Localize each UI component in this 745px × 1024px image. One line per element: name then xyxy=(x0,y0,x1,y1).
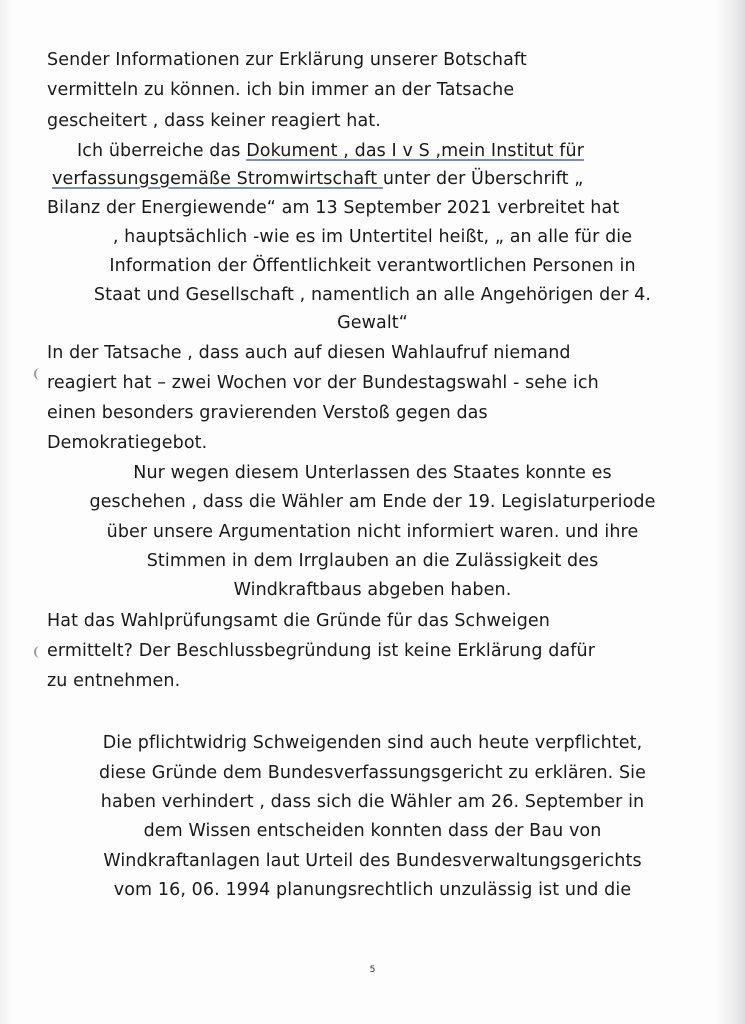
text-line: , hauptsächlich -wie es im Untertitel heißt, „ an alle für die xyxy=(112,227,633,247)
page-number: 5 xyxy=(369,965,376,975)
text-line: gescheitert , dass keiner reagiert hat. xyxy=(47,111,381,131)
text-line: Stimmen in dem Irrglauben an die Zulässigkeit des xyxy=(146,551,599,571)
text-line: geschehen , dass die Wähler am Ende der 19. Legislaturperiode xyxy=(89,492,656,512)
text-line: Bilanz der Energiewende“ am 13 September 2021 verbreitet hat xyxy=(47,198,620,218)
text-line: vom 16, 06. 1994 planungsrechtlich unzulässig ist und die xyxy=(113,880,632,900)
text-line: Sender Informationen zur Erklärung unserer Botschaft xyxy=(47,50,527,70)
text-line: vermitteln zu können. ich bin immer an der Tatsache xyxy=(47,80,515,100)
text-segment: Ich überreiche das xyxy=(77,141,247,161)
text-segment: unter der Überschrift „ xyxy=(382,169,584,189)
text-line: über unsere Argumentation nicht informiert waren. und ihre xyxy=(106,522,639,542)
text-line: zu entnehmen. xyxy=(47,671,181,691)
text-line: Hat das Wahlprüfungsamt die Gründe für das Schweigen xyxy=(47,611,550,631)
text-line: Windkraftbaus abgeben haben. xyxy=(233,580,512,600)
text-line: reagiert hat – zwei Wochen vor der Bundestagswahl - sehe ich xyxy=(47,373,599,393)
text-line: einen besonders gravierenden Verstoß gegen das xyxy=(47,403,488,423)
text-line: In der Tatsache , dass auch auf diesen Wahlaufruf niemand xyxy=(47,343,571,363)
text-line xyxy=(77,139,584,163)
punch-hole-mark xyxy=(34,646,46,658)
text-line: haben verhindert , dass sich die Wähler am 26. September in xyxy=(100,792,645,812)
text-line: Nur wegen diesem Unterlassen des Staates konnte es xyxy=(133,463,612,483)
underlined-text: Dokument , das I v S ,mein Institut für xyxy=(246,141,585,161)
text-line: Information der Öffentlichkeit verantwortlichen Personen in xyxy=(109,256,636,276)
text-line: Die pflichtwidrig Schweigenden sind auch heute verpflichtet, xyxy=(102,733,643,753)
punch-hole-mark xyxy=(34,368,46,380)
text-line: dem Wissen entscheiden konnten dass der Bau von xyxy=(143,821,602,841)
text-line: Staat und Gesellschaft , namentlich an alle Angehörigen der 4. xyxy=(93,285,652,305)
underlined-text: verfassungsgemäße Stromwirtschaft xyxy=(52,169,383,189)
text-line: Gewalt“ xyxy=(337,313,408,333)
text-line: Demokratiegebot. xyxy=(47,433,208,453)
text-line: ermittelt? Der Beschlussbegründung ist keine Erklärung dafür xyxy=(47,641,596,661)
text-line: Windkraftanlagen laut Urteil des Bundesverwaltungsgerichts xyxy=(103,851,642,871)
text-line xyxy=(52,167,583,191)
text-line: diese Gründe dem Bundesverfassungsgericht zu erklären. Sie xyxy=(99,763,646,783)
